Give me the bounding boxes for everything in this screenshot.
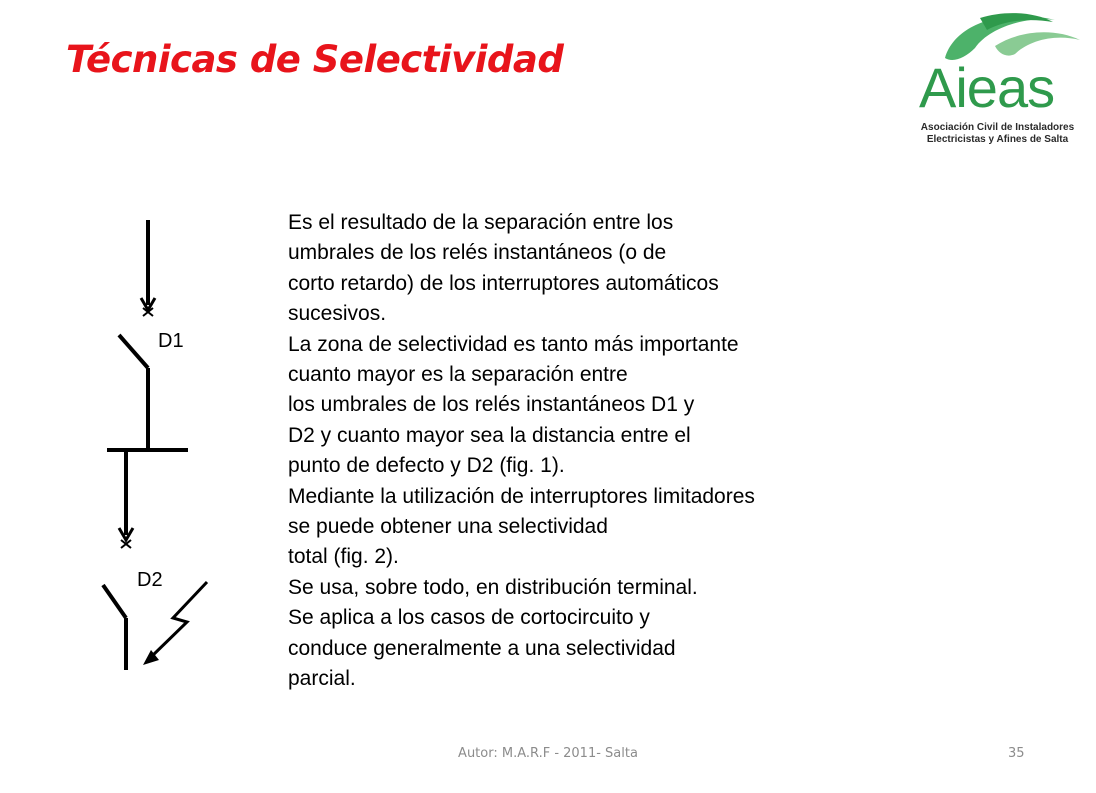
- text-line: total (fig. 2).: [288, 545, 399, 569]
- text-line: se puede obtener una selectividad: [288, 515, 608, 539]
- text-line: cuanto mayor es la separación entre: [288, 363, 628, 387]
- circuit-diagram: [95, 210, 225, 680]
- d1-label: D1: [158, 330, 184, 352]
- text-line: La zona de selectividad es tanto más importante: [288, 332, 739, 356]
- text-line: umbrales de los relés instantáneos (o de: [288, 241, 667, 265]
- logo-subtitle-line2: Electricistas y Afines de Salta: [926, 134, 1069, 145]
- text-line: los umbrales de los relés instantáneos D1 y: [288, 393, 695, 417]
- text-line: Es el resultado de la separación entre los: [288, 211, 674, 234]
- page-number: 35: [1008, 746, 1025, 761]
- slide-footer: Autor: M.A.R.F - 2011- Salta: [458, 746, 638, 761]
- slide-title: Técnicas de Selectividad: [66, 38, 564, 81]
- text-line: parcial.: [288, 667, 356, 691]
- d2-label: D2: [137, 569, 163, 591]
- text-line: sucesivos.: [288, 302, 387, 326]
- text-line: Mediante la utilización de interruptores limitadores: [288, 484, 755, 508]
- aieas-logo: [905, 8, 1090, 148]
- body-text: [288, 208, 898, 695]
- logo-subtitle: [905, 122, 1090, 146]
- logo-wordmark: Aieas: [919, 56, 1055, 119]
- logo-subtitle-line1: Asociación Civil de Instaladores: [920, 122, 1075, 133]
- text-line: corto retardo) de los interruptores automáticos: [288, 271, 719, 295]
- text-line: D2 y cuanto mayor sea la distancia entre el: [288, 423, 691, 447]
- text-line: Se aplica a los casos de cortocircuito y: [288, 606, 650, 630]
- text-line: punto de defecto y D2 (fig. 1).: [288, 454, 565, 478]
- text-line: Se usa, sobre todo, en distribución terminal.: [288, 575, 698, 599]
- text-line: conduce generalmente a una selectividad: [288, 636, 676, 660]
